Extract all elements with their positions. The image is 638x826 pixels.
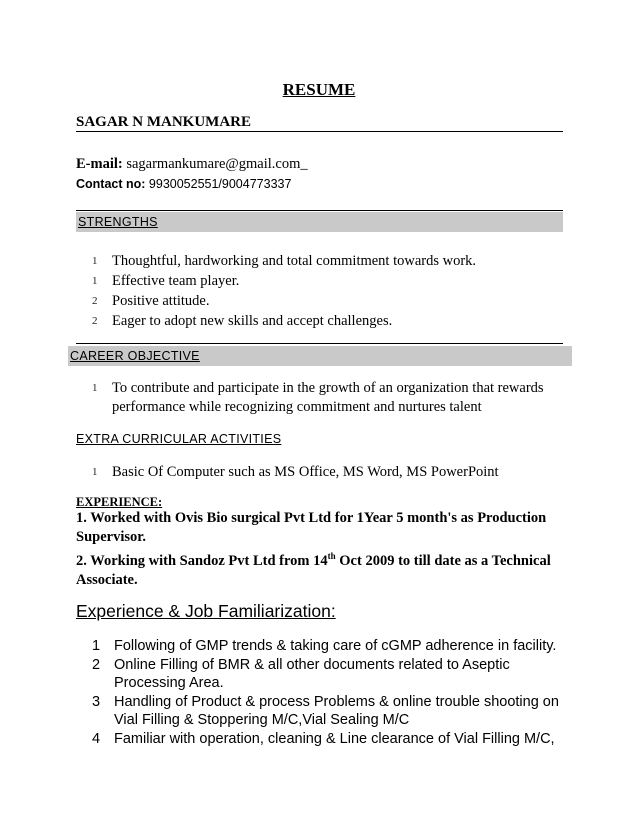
name-underline-divider bbox=[76, 131, 563, 132]
career-heading-band bbox=[68, 346, 572, 366]
list-item bbox=[92, 730, 570, 749]
list-item-text: Following of GMP trends & taking care of cGMP adherence in facility. bbox=[114, 638, 557, 654]
experience-line-2 bbox=[76, 547, 566, 590]
experience-line-1: 1. Worked with Ovis Bio surgical Pvt Ltd for 1Year 5 month's as Production Supervisor. bbox=[76, 510, 547, 545]
list-item-text: Thoughtful, hardworking and total commitment towards work. bbox=[112, 253, 477, 269]
email-label: E-mail: bbox=[76, 156, 123, 172]
list-item-text: Basic Of Computer such as MS Office, MS Word, MS PowerPoint bbox=[112, 464, 499, 480]
strengths-heading-band bbox=[76, 212, 563, 232]
candidate-name: SAGAR N MANKUMARE bbox=[76, 114, 251, 130]
experience-line-2-start: 2. Working with Sandoz Pvt Ltd from 14 bbox=[76, 552, 328, 569]
list-item-text: Online Filling of BMR & all other documents related to Aseptic Processing Area. bbox=[114, 656, 510, 691]
list-item-number: 1 bbox=[92, 255, 98, 267]
contact-label: Contact no: bbox=[76, 177, 146, 191]
list-item-text: Handling of Product & process Problems & online trouble shooting on Vial Filling & Stoppering M/C,Vial Sealing M/C bbox=[114, 693, 559, 728]
list-item-text: Familiar with operation, cleaning & Line clearance of Vial Filling M/C, bbox=[114, 730, 555, 747]
experience-line-2-end: Oct 2009 to till date as a Technical Associate. bbox=[76, 552, 551, 588]
contact-line bbox=[76, 177, 291, 191]
experience-heading: EXPERIENCE: bbox=[76, 495, 163, 509]
list-item-number: 4 bbox=[92, 730, 101, 747]
list-item-number: 1 bbox=[92, 382, 98, 394]
list-item-number: 2 bbox=[92, 295, 98, 307]
list-item-text: Eager to adopt new skills and accept challenges. bbox=[112, 313, 393, 329]
list-item-number: 1 bbox=[92, 638, 101, 654]
career-objective-text: To contribute and participate in the growth of an organization that rewards performance while recognizing commitment and nurtures talent bbox=[112, 380, 544, 415]
experience-line-2-ordinal: th bbox=[327, 551, 336, 561]
list-item-number: 2 bbox=[92, 656, 101, 673]
list-item-number: 2 bbox=[92, 315, 98, 327]
list-item bbox=[92, 656, 570, 693]
list-item bbox=[92, 637, 570, 656]
strengths-heading: STRENGTHS bbox=[78, 215, 158, 229]
extra-curricular-heading: EXTRA CURRICULAR ACTIVITIES bbox=[76, 432, 282, 446]
familiarization-list bbox=[92, 637, 570, 748]
email-line bbox=[76, 156, 308, 173]
list-item-text: Positive attitude. bbox=[112, 293, 210, 309]
strengths-top-divider bbox=[76, 210, 563, 211]
familiarization-heading: Experience & Job Familiarization: bbox=[76, 601, 336, 621]
list-item-text: Effective team player. bbox=[112, 273, 240, 289]
experience-body bbox=[76, 509, 566, 590]
list-item-number: 1 bbox=[92, 275, 98, 287]
career-top-divider bbox=[76, 343, 563, 344]
list-item-number: 3 bbox=[92, 693, 101, 710]
career-heading: CAREER OBJECTIVE bbox=[70, 349, 200, 363]
email-value: sagarmankumare@gmail.com_ bbox=[122, 156, 308, 172]
contact-value: 9930052551/9004773337 bbox=[145, 177, 292, 191]
list-item-number: 1 bbox=[92, 466, 98, 478]
list-item bbox=[92, 693, 570, 730]
page-title: RESUME bbox=[282, 80, 356, 99]
